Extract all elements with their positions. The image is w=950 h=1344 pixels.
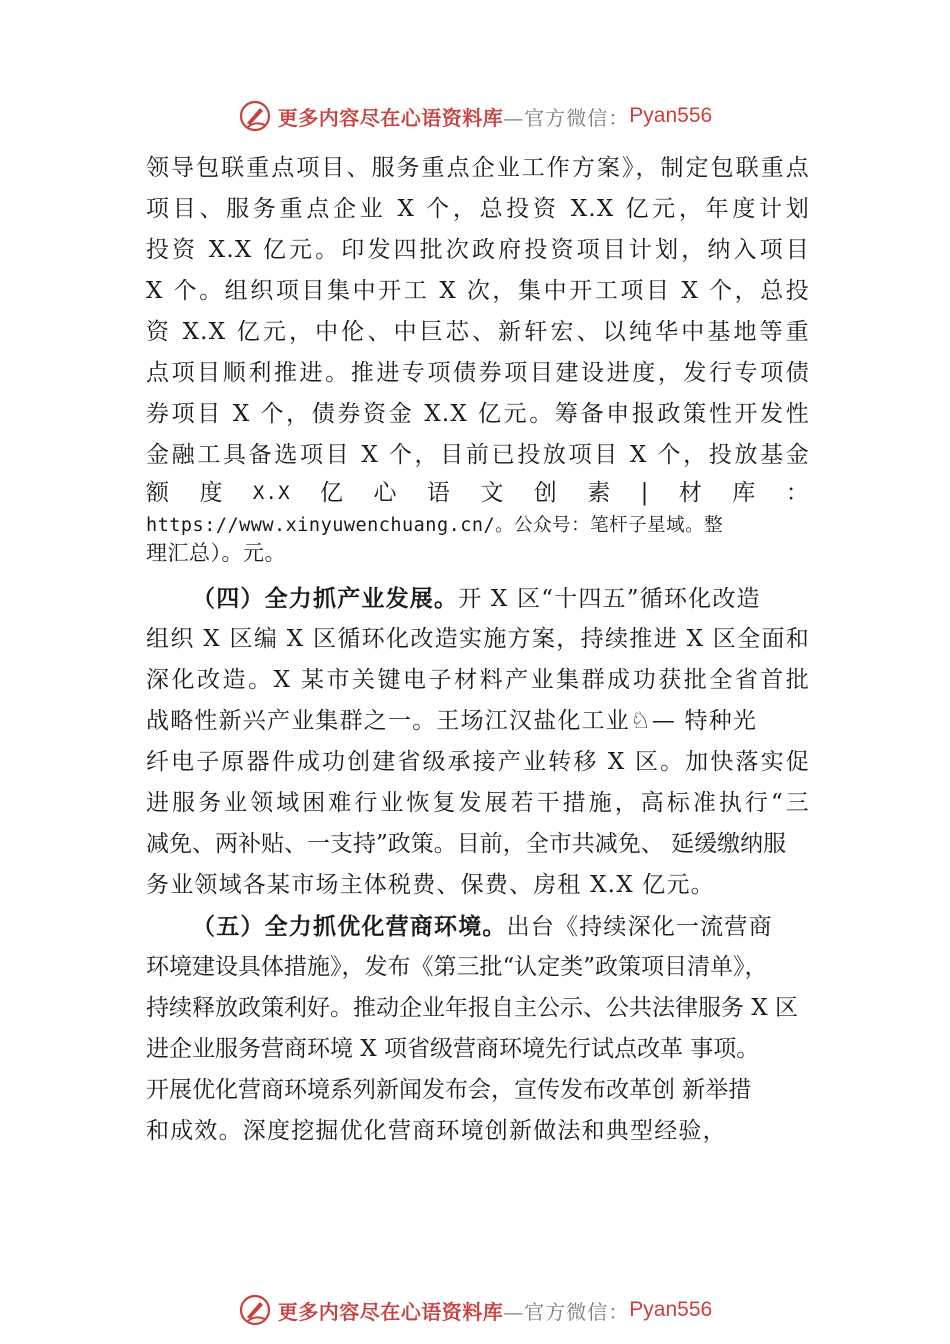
para4-first-rest: 开 X 区“十四五”循环化改造 — [458, 586, 761, 612]
text-line: 券项目 X 个，债券资金 X.X 亿元。筹备申报政策性开发性 — [146, 401, 810, 427]
banner-wechat-id: Pyan556 — [629, 1298, 713, 1321]
text-line: 项目、服务重点企业 X 个，总投资 X.X 亿元，年度计划 — [146, 196, 810, 222]
spaced-char: 素 — [587, 480, 612, 506]
text-line: 和成效。深度挖掘优化营商环境创新做法和典型经验， — [146, 1118, 727, 1144]
text-line: 持续释放政策利好。推动企业年报自主公示、公共法律服务 X 区 — [146, 995, 798, 1021]
text-line: 点项目顺利推进。推进专项债券项目建设进度，发行专项债 — [146, 360, 810, 386]
header-banner — [0, 96, 950, 136]
spaced-char: 材 — [678, 480, 704, 506]
text-line: 减免、两补贴、一支持”政策。目前，全市共减免、 延缓缴纳服 — [146, 831, 787, 857]
spaced-watermark-line — [146, 476, 810, 510]
para5-heading: （五）全力抓优化营商环境。 — [192, 913, 507, 940]
spaced-char: 库 — [732, 480, 757, 506]
text-line: 进服务业领域困难行业恢复发展若干措施，高标准执行“三 — [146, 790, 810, 816]
spaced-char: 语 — [426, 480, 452, 506]
spaced-char: 亿 — [320, 480, 345, 506]
text-line: 金融工具备选项目 X 个，目前已投放项目 X 个，投放基金 — [146, 442, 810, 468]
para4-first-line — [146, 578, 810, 619]
spaced-char: 文 — [480, 480, 505, 506]
url-line — [146, 510, 810, 539]
text-line: 纤电子原器件成功创建省级承接产业转移 X 区。加快落实促 — [146, 749, 810, 775]
para5-first-line — [146, 906, 810, 947]
spaced-char: | — [640, 480, 650, 506]
spaced-char: 额 — [146, 480, 171, 506]
para5-first-rest: 出台《持续深化一流营商 — [506, 914, 773, 940]
text-line: 投资 X.X 亿元。印发四批次政府投资项目计划，纳入项目 — [146, 237, 810, 263]
text-line: 进企业服务营商环境 X 项省级营商环境先行试点改革 事项。 — [146, 1036, 760, 1062]
url-text: https://www.xinyuwenchuang.cn/。公众号：笔杆子星域。整 — [146, 515, 724, 536]
footer-banner — [0, 1290, 950, 1330]
text-line: 战略性新兴产业集群之一。王场江汉盐化工业♘— 特种光 — [146, 708, 758, 734]
text-line: 领导包联重点项目、服务重点企业工作方案》，制定包联重点 — [146, 155, 810, 181]
text-line: 深化改造。X 某市关键电子材料产业集群成功获批全省首批 — [146, 667, 810, 693]
banner-red-text: 更多内容尽在心语资料库 — [277, 1299, 504, 1324]
text-line: 资 X.X 亿元，中伦、中巨芯、新轩宏、以纯华中基地等重 — [146, 319, 810, 345]
document-body — [146, 148, 810, 1152]
url-line-end: 理汇总）。元。 — [146, 541, 286, 565]
spaced-char: 度 — [199, 480, 224, 506]
spaced-char: 创 — [533, 480, 558, 506]
banner-red-text: 更多内容尽在心语资料库 — [277, 105, 504, 130]
banner-grey-text: —官方微信： — [503, 1299, 630, 1324]
para4-heading: （四）全力抓产业发展。 — [192, 585, 459, 612]
text-line: 组织 X 区编 X 区循环化改造实施方案，持续推进 X 区全面和 — [146, 626, 810, 652]
text-line: X 个。组织项目集中开工 X 次，集中开工项目 X 个，总投 — [146, 278, 810, 304]
spaced-char: 心 — [373, 480, 398, 506]
banner-grey-text: —官方微信： — [503, 105, 630, 130]
text-line: 开展优化营商环境系列新闻发布会，宣传发布改革创 新举措 — [146, 1077, 752, 1103]
spaced-char: X.X — [252, 482, 291, 504]
writing-hand-logo-icon — [238, 99, 272, 133]
text-line: 务业领域各某市场主体税费、保费、房租 X.X 亿元。 — [146, 872, 715, 898]
banner-wechat-id: Pyan556 — [629, 104, 713, 127]
spaced-char: ： — [785, 480, 810, 506]
text-line: 环境建设具体措施》，发布《第三批“认定类”政策项目清单》， — [146, 954, 768, 980]
writing-hand-logo-icon — [238, 1293, 272, 1327]
